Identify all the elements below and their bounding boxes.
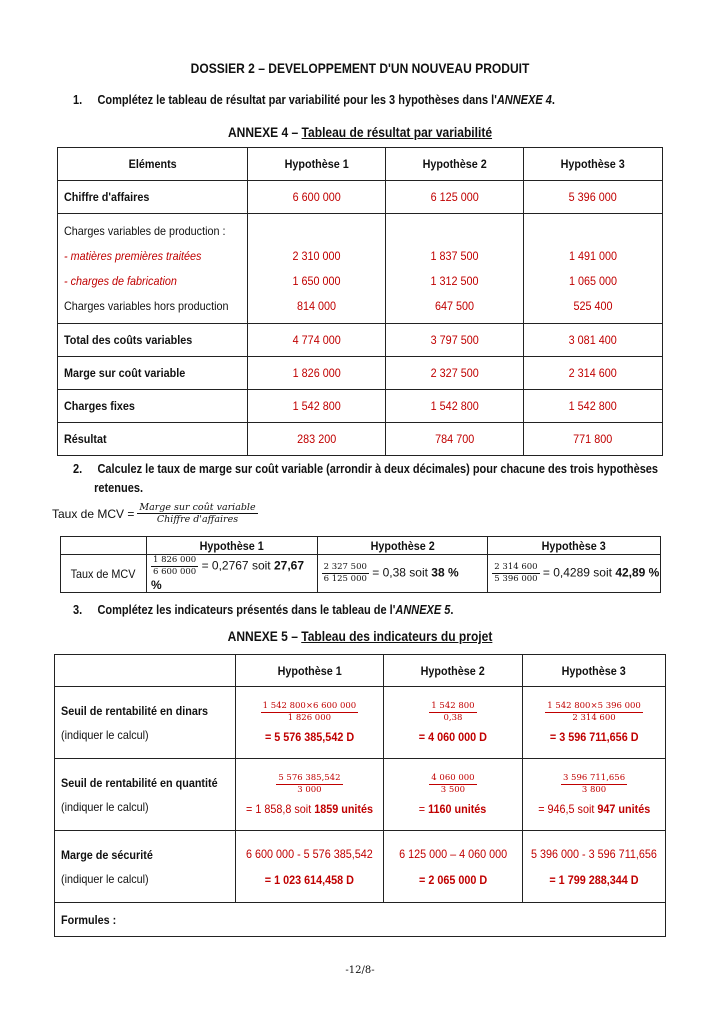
calc-prefix: = 1 858,8 soit xyxy=(245,802,312,816)
calc-expression: 6 125 000 – 4 060 000 xyxy=(398,846,507,861)
annex-4-table xyxy=(57,147,663,456)
annex-5-header-hyp-2: Hypothèse 2 xyxy=(383,655,522,687)
mcv-row-label: Taux de MCV xyxy=(61,555,147,593)
row-marge-securite xyxy=(55,831,666,903)
calc-fraction: $\frac{4 060 000}{3 500}$ xyxy=(431,773,475,795)
calc-result: 1160 unités xyxy=(428,802,487,816)
question-3-annex-ref: ANNEXE 5 xyxy=(395,603,451,617)
seuil-dinars-label-cell xyxy=(55,687,236,759)
marge-secu-cell-2 xyxy=(383,831,522,903)
cell-value-group: 2 310 000 1 650 000 814 000 xyxy=(247,214,385,324)
mcv-percent: 42,89 % xyxy=(615,565,660,580)
annex-5-header-hyp-3: Hypothèse 3 xyxy=(523,655,666,687)
annex-5-header-empty xyxy=(55,655,236,687)
cell-value: 3 081 400 xyxy=(523,324,662,357)
table-row-charges-variables xyxy=(58,214,663,324)
mcv-header-hyp-1: Hypothèse 1 xyxy=(146,537,317,555)
calc-result: = 2 065 000 D xyxy=(418,872,488,887)
question-1-annex-ref: ANNEXE 4 xyxy=(496,93,552,107)
calc-prefix: = 946,5 soit xyxy=(538,802,595,816)
table-row-mscv xyxy=(58,357,663,390)
seuil-dinars-sub: (indiquer le calcul) xyxy=(61,727,149,742)
mcv-percent: 27,67 % xyxy=(150,558,304,592)
mcv-cell-1 xyxy=(146,555,317,593)
seuil-qte-sub: (indiquer le calcul) xyxy=(61,799,149,814)
question-3-text: Complétez les indicateurs présentés dans le tableau de l' xyxy=(97,603,396,617)
seuil-dinars-cell-3 xyxy=(523,687,666,759)
seuil-qte-cell-2 xyxy=(383,759,522,831)
page-number: -12/8- xyxy=(345,965,375,976)
annex-5-heading xyxy=(50,628,669,644)
cell-value: 1 826 000 xyxy=(247,357,385,390)
annex-5-header-hyp-1: Hypothèse 1 xyxy=(236,655,384,687)
calc-expression: 6 600 000 - 5 576 385,542 xyxy=(246,846,373,861)
question-1-text: Complétez le tableau de résultat par variabilité pour les 3 hypothèses dans l' xyxy=(97,93,497,107)
cell-value: 771 800 xyxy=(523,423,662,456)
header-hyp-2: Hypothèse 2 xyxy=(385,148,523,181)
seuil-qte-label-cell xyxy=(55,759,236,831)
question-1 xyxy=(73,93,689,107)
mp-label: - matières premières traitées xyxy=(64,248,202,263)
row-seuil-dinars xyxy=(55,687,666,759)
table-row-charges-fixes xyxy=(58,390,663,423)
formula-label: Taux de MCV = xyxy=(52,506,135,521)
calc-result: = 5 576 385,542 D xyxy=(264,730,354,744)
calc-fraction: $\frac{1 542 800\times 6 600 000}{1 826 000}$ xyxy=(262,701,357,723)
calc-line xyxy=(538,802,650,816)
row-label: Marge sur coût variable xyxy=(58,357,248,390)
cell-value: 6 125 000 xyxy=(385,181,523,214)
annex-5-table xyxy=(54,654,666,937)
mcv-result: = 0,2767 soit xyxy=(201,558,271,573)
annex-4-title: Tableau de résultat par variabilité xyxy=(301,124,493,140)
seuil-qte-label: Seuil de rentabilité en quantité xyxy=(61,775,218,790)
annex-4-prefix: ANNEXE 4 – xyxy=(227,124,299,140)
table-row-total-cv xyxy=(58,324,663,357)
calc-fraction: $\frac{5 576 385,542}{3 000}$ xyxy=(278,773,341,795)
calc-result: = 3 596 711,656 D xyxy=(549,730,639,744)
seuil-qte-cell-3 xyxy=(523,759,666,831)
mcv-result: = 0,38 soit xyxy=(372,565,428,580)
calc-result: = 1 023 614,458 D xyxy=(264,872,354,887)
mcv-percent: 38 % xyxy=(431,565,459,580)
calc-expression: 5 396 000 - 3 596 711,656 xyxy=(531,846,657,861)
calc-line xyxy=(246,802,373,816)
calc-result: 1859 unités xyxy=(314,802,373,816)
question-3-number: 3. xyxy=(73,603,83,617)
calc-result: 947 unités xyxy=(597,802,651,816)
cell-value: 784 700 xyxy=(385,423,523,456)
question-3 xyxy=(73,603,689,617)
mcv-header-empty xyxy=(61,537,147,555)
cf-fab-label: - charges de fabrication xyxy=(64,273,177,288)
row-label: Résultat xyxy=(58,423,248,456)
cell-value: 4 774 000 xyxy=(247,324,385,357)
question-3-end: . xyxy=(450,603,454,617)
row-formules xyxy=(55,903,666,937)
question-1-end: . xyxy=(551,93,555,107)
cell-value: 283 200 xyxy=(247,423,385,456)
mcv-row xyxy=(61,555,661,593)
table-header-row xyxy=(58,148,663,181)
formules-cell xyxy=(55,903,666,937)
marge-secu-cell-1 xyxy=(236,831,384,903)
cell-value-group: 1 491 000 1 065 000 525 400 xyxy=(523,214,662,324)
question-2-line-2: retenues. xyxy=(94,481,144,495)
cell-value: 1 542 800 xyxy=(247,390,385,423)
calc-result: = 1 799 288,344 D xyxy=(549,872,639,887)
mcv-header-hyp-3: Hypothèse 3 xyxy=(488,537,661,555)
cell-value: 2 314 600 xyxy=(523,357,662,390)
mcv-fraction: $\frac{2 327 500}{6 125 000}$ xyxy=(323,562,367,584)
calc-fraction: $\frac{1 542 800\times 5 396 000}{2 314 600}$ xyxy=(547,701,641,723)
marge-secu-label: Marge de sécurité xyxy=(61,847,153,862)
mcv-table xyxy=(60,536,661,593)
cell-value-group: 1 837 500 1 312 500 647 500 xyxy=(385,214,523,324)
cell-value: 6 600 000 xyxy=(247,181,385,214)
annex-5-header-row xyxy=(55,655,666,687)
question-2-line-1: Calculez le taux de marge sur coût variable (arrondir à deux décimales) pour chacune des trois hypothèses xyxy=(97,462,659,476)
formula-denominator: Chiffre d'affaires xyxy=(156,514,239,525)
question-2-number: 2. xyxy=(73,462,83,476)
formula-fraction xyxy=(137,502,257,525)
calc-fraction: $\frac{3 596 711,656}{3 800}$ xyxy=(562,773,626,795)
page-title: DOSSIER 2 – DEVELOPPEMENT D'UN NOUVEAU PRODUIT xyxy=(190,60,530,76)
row-label: Total des coûts variables xyxy=(58,324,248,357)
annex-4-heading xyxy=(50,124,669,140)
marge-secu-sub: (indiquer le calcul) xyxy=(61,871,149,886)
annex-5-title: Tableau des indicateurs du projet xyxy=(301,628,493,644)
header-hyp-1: Hypothèse 1 xyxy=(247,148,385,181)
calc-result: = 4 060 000 D xyxy=(418,730,488,744)
row-label-group xyxy=(58,214,248,324)
table-row-ca xyxy=(58,181,663,214)
mcv-cell-2 xyxy=(317,555,488,593)
mcv-fraction: $\frac{1 826 000}{6 600 000}$ xyxy=(152,555,197,577)
cell-value: 2 327 500 xyxy=(385,357,523,390)
header-elements: Eléments xyxy=(58,148,248,181)
mcv-header-hyp-2: Hypothèse 2 xyxy=(317,537,488,555)
cell-value: 5 396 000 xyxy=(523,181,662,214)
header-hyp-3: Hypothèse 3 xyxy=(523,148,662,181)
seuil-qte-cell-1 xyxy=(236,759,384,831)
seuil-dinars-cell-1 xyxy=(236,687,384,759)
table-row-resultat xyxy=(58,423,663,456)
marge-secu-cell-3 xyxy=(523,831,666,903)
annex-5-prefix: ANNEXE 5 – xyxy=(227,628,298,644)
row-label: Charges fixes xyxy=(58,390,248,423)
hp-label: Charges variables hors production xyxy=(64,298,229,313)
mcv-formula xyxy=(52,502,258,525)
calc-line xyxy=(419,802,487,816)
mcv-cell-3 xyxy=(488,555,661,593)
cell-value: 3 797 500 xyxy=(385,324,523,357)
mcv-result: = 0,4289 soit xyxy=(542,565,612,580)
formules-label: Formules : xyxy=(61,912,117,927)
question-1-number: 1. xyxy=(73,93,83,107)
question-2 xyxy=(73,460,667,498)
cell-value: 1 542 800 xyxy=(523,390,662,423)
seuil-dinars-cell-2 xyxy=(383,687,522,759)
calc-fraction: $\frac{1 542 800}{0,38}$ xyxy=(431,701,475,723)
mcv-header-row xyxy=(61,537,661,555)
row-label: Chiffre d'affaires xyxy=(58,181,248,214)
formula-numerator: Marge sur coût variable xyxy=(139,502,256,513)
calc-prefix: = xyxy=(419,802,426,816)
cell-value: 1 542 800 xyxy=(385,390,523,423)
seuil-dinars-label: Seuil de rentabilité en dinars xyxy=(61,703,209,718)
row-seuil-quantite xyxy=(55,759,666,831)
marge-secu-label-cell xyxy=(55,831,236,903)
mcv-fraction: $\frac{2 314 600}{5 396 000}$ xyxy=(494,562,538,584)
cv-header-label: Charges variables de production : xyxy=(64,223,226,238)
